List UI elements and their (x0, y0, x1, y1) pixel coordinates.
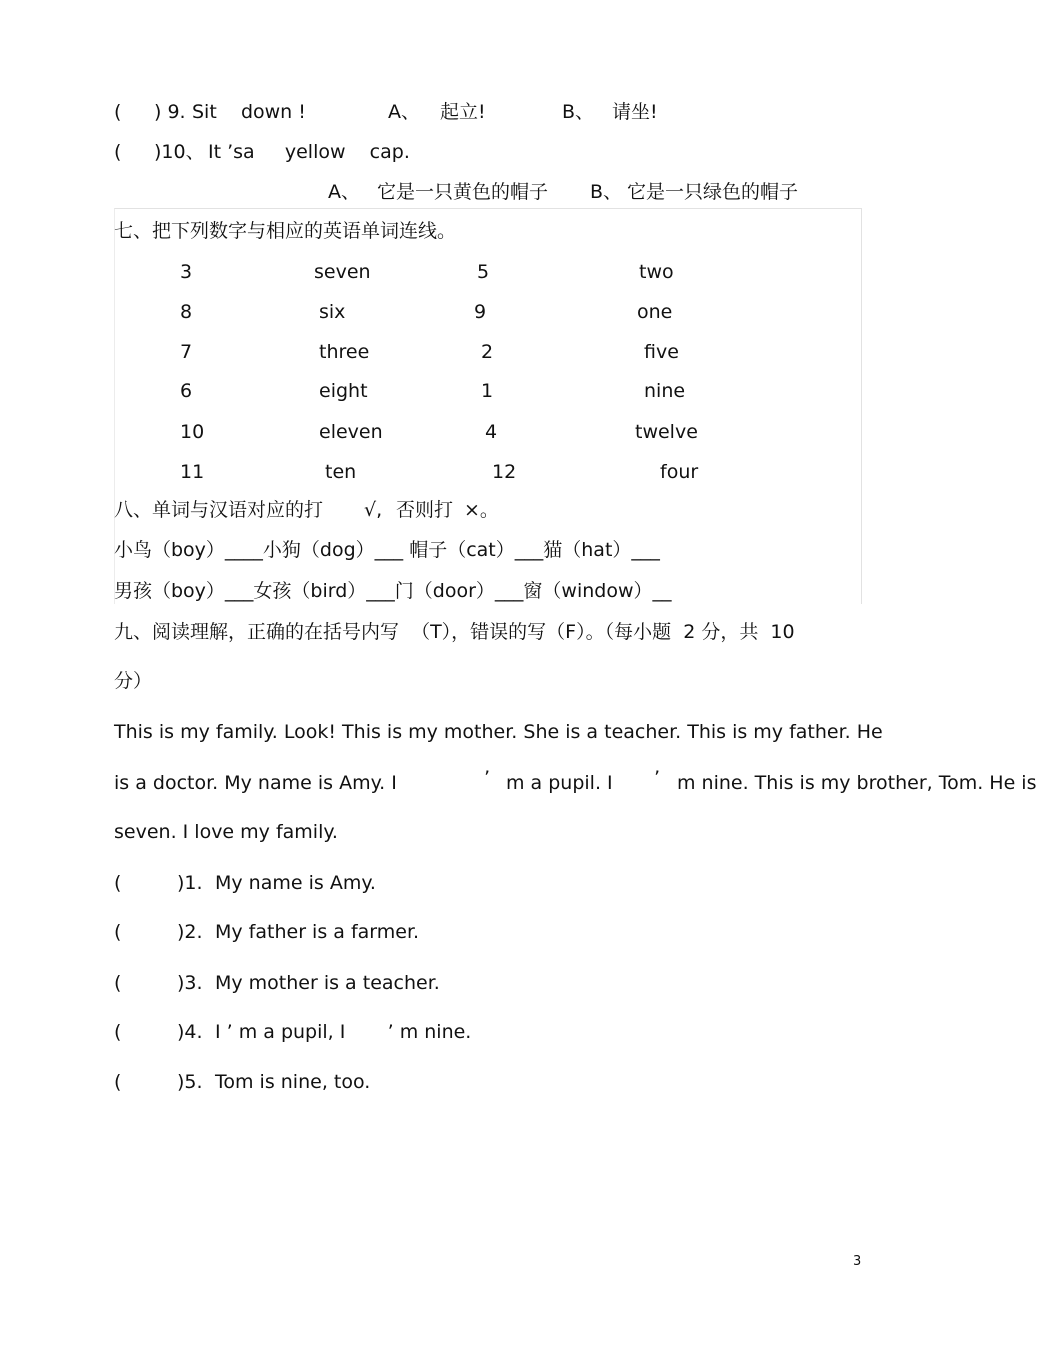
option-b-text: 它是一只绿色的帽子 (627, 181, 799, 203)
item-text: I ’ m a pupil, I ’ m nine. (215, 1021, 472, 1043)
page-number: 3 (853, 1254, 862, 1269)
word-cell: four (660, 461, 699, 483)
check-mark: √, (364, 499, 383, 521)
word-cell: six (319, 301, 346, 323)
question-number: )10、 (154, 141, 205, 163)
answer-paren: ( (114, 872, 122, 894)
passage-line: m a pupil. I (506, 772, 613, 794)
option-a-text: 起立! (440, 101, 486, 123)
section-heading-cont: 分） (114, 670, 153, 692)
number-cell: 2 (481, 341, 494, 363)
option-b-label: B、 (590, 181, 623, 203)
passage-line: is a doctor. My name is Amy. I (114, 772, 397, 794)
question-text: Sit down ! (192, 101, 306, 123)
section-heading: 九、阅读理解，正确的在括号内写 （T），错误的写（F）。（每小题 2 分，共 10 (114, 621, 795, 643)
option-a-label: A、 (388, 101, 420, 123)
item-number: )1. (177, 872, 203, 894)
number-cell: 10 (180, 421, 205, 443)
word-cell: twelve (635, 421, 698, 443)
question-number: ) 9. (154, 101, 186, 123)
word-cell: nine (644, 380, 686, 402)
section-heading: 八、单词与汉语对应的打 (114, 499, 324, 521)
number-cell: 11 (180, 461, 205, 483)
word-cell: ten (325, 461, 357, 483)
word-cell: eight (319, 380, 368, 402)
answer-paren: ( (114, 141, 122, 163)
answer-paren: ( (114, 921, 122, 943)
number-cell: 9 (474, 301, 487, 323)
word-cell: eleven (319, 421, 383, 443)
word-cell: two (639, 261, 674, 283)
option-b-label: B、 (562, 101, 595, 123)
item-text: Tom is nine, too. (215, 1071, 371, 1093)
passage-line: seven. I love my family. (114, 821, 338, 843)
answer-paren: ( (114, 1021, 122, 1043)
number-cell: 4 (485, 421, 498, 443)
answer-paren: ( (114, 972, 122, 994)
word-cell: seven (314, 261, 371, 283)
item-number: )3. (177, 972, 203, 994)
number-cell: 8 (180, 301, 193, 323)
number-cell: 7 (180, 341, 193, 363)
apostrophe: ’ (654, 767, 661, 789)
word-cell: five (644, 341, 679, 363)
option-a-label: A、 (328, 181, 360, 203)
word-cell: one (637, 301, 673, 323)
fill-line: 男孩（boy）___女孩（bird）___门（door）___窗（window）__ (114, 580, 672, 602)
item-text: My father is a farmer. (215, 921, 420, 943)
question-text: It ’sa yellow cap. (208, 141, 410, 163)
word-cell: three (319, 341, 370, 363)
apostrophe: ’ (484, 767, 491, 789)
passage-line: m nine. This is my brother, Tom. He is (677, 772, 1037, 794)
section-heading: 七、把下列数字与相应的英语单词连线。 (114, 220, 457, 242)
number-cell: 12 (492, 461, 517, 483)
number-cell: 5 (477, 261, 490, 283)
item-number: )4. (177, 1021, 203, 1043)
option-a-text: 它是一只黄色的帽子 (377, 181, 549, 203)
item-number: )2. (177, 921, 203, 943)
item-text: My mother is a teacher. (215, 972, 440, 994)
passage-line: This is my family. Look! This is my mother. She is a teacher. This is my father. He (114, 721, 883, 743)
fill-line: 小鸟（boy）____小狗（dog）___ 帽子（cat）___猫（hat）___ (114, 539, 660, 561)
number-cell: 6 (180, 380, 193, 402)
number-cell: 3 (180, 261, 193, 283)
option-b-text: 请坐! (612, 101, 658, 123)
number-cell: 1 (481, 380, 494, 402)
item-text: My name is Amy. (215, 872, 376, 894)
cross-mark: ×。 (464, 499, 499, 521)
answer-paren: ( (114, 101, 122, 123)
item-number: )5. (177, 1071, 203, 1093)
answer-paren: ( (114, 1071, 122, 1093)
section-heading-cont: 否则打 (396, 499, 454, 521)
